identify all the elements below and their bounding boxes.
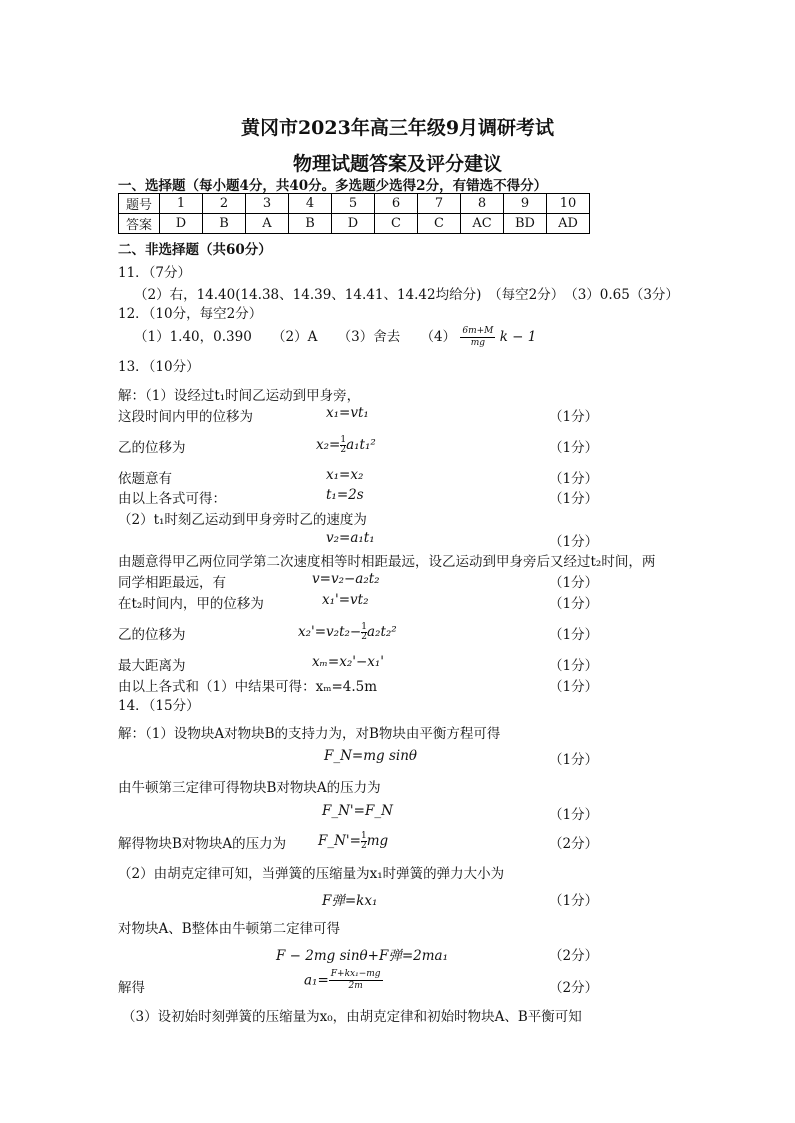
page-title: 黄冈市2023年高三年级9月调研考试	[240, 117, 555, 139]
table-cell-answer: D	[160, 214, 203, 234]
table-cell-number: 2	[203, 194, 246, 214]
score-mark: （1分）	[549, 409, 599, 425]
table-cell-number: 5	[332, 194, 375, 214]
q14-line: 对物块A、B整体由牛顿第二定律可得	[118, 921, 341, 937]
q14-line: 解：（1）设物块A对物块B的支持力为，对B物块由平衡方程可得	[118, 726, 501, 742]
score-mark: （1分）	[549, 658, 599, 674]
q14-equation	[318, 832, 388, 851]
q13-equation: v=v₂−a₂t₂	[312, 571, 380, 587]
q13-line: 这段时间内甲的位移为	[118, 409, 253, 425]
table-cell-number: 9	[504, 194, 547, 214]
table-cell-number: 3	[246, 194, 289, 214]
table-cell-number: 10	[547, 194, 590, 214]
table-cell-number: 7	[418, 194, 461, 214]
table-cell-number: 8	[461, 194, 504, 214]
score-mark: （1分）	[549, 534, 599, 550]
q13-equation: x₁'=vt₂	[322, 592, 369, 608]
table-cell-answer: BD	[504, 214, 547, 234]
q12-answer	[134, 325, 536, 349]
score-mark: （2分）	[549, 948, 599, 964]
score-mark: （1分）	[549, 679, 599, 695]
score-mark: （1分）	[549, 440, 599, 456]
table-cell-number: 4	[289, 194, 332, 214]
q13-equation: t₁=2s	[326, 487, 364, 503]
score-mark: （1分）	[549, 807, 599, 823]
section-nonchoice-heading: 二、非选择题（共60分）	[118, 242, 272, 258]
q14-fraction-denominator: 2m	[348, 981, 363, 991]
section-choice-heading: 一、选择题（每小题4分，共40分。多选题少选得2分，有错选不得分）	[118, 178, 548, 194]
half-numerator: 1	[361, 622, 367, 632]
table-header-answer: 答案	[119, 214, 160, 234]
table-cell-answer: C	[418, 214, 461, 234]
q13-line: 乙的位移为	[118, 627, 186, 643]
q13-line: 由以上各式可得：	[118, 491, 226, 507]
score-mark: （1分）	[549, 596, 599, 612]
q13-line: 最大距离为	[118, 658, 186, 674]
q13-line: 由以上各式和（1）中结果可得：xₘ=4.5m	[118, 679, 378, 695]
q12-fraction-numerator: 6m+M	[462, 326, 494, 336]
score-mark: （1分）	[549, 471, 599, 487]
q13-equation: xₘ=x₂'−x₁'	[312, 654, 384, 670]
q13-line: 在t₂时间内，甲的位移为	[118, 596, 264, 612]
q13-line: 乙的位移为	[118, 440, 186, 456]
q14-equation: F弹=kx₁	[322, 893, 378, 909]
score-mark: （1分）	[549, 575, 599, 591]
page-subtitle: 物理试题答案及评分建议	[292, 153, 502, 175]
q13-equation-part: a₁t₁²	[346, 437, 376, 453]
q14-line: 解得	[118, 980, 145, 996]
q13-equation: v₂=a₁t₁	[326, 530, 375, 546]
q13-equation	[298, 623, 397, 642]
table-cell-answer: AC	[461, 214, 504, 234]
score-mark: （2分）	[549, 980, 599, 996]
q12-heading: 12．（10分，每空2分）	[118, 306, 263, 322]
q14-heading: 14．（15分）	[118, 698, 200, 714]
score-mark: （1分）	[549, 491, 599, 507]
q11-answer: （2）右，14.40(14.38、14.39、14.41、14.42均给分) （每空2分） （3）0.65（3分）	[134, 287, 679, 303]
q12-fraction	[460, 326, 495, 349]
q14-equation: F − 2mg sinθ+F弹=2ma₁	[276, 948, 448, 964]
half-denominator: 2	[360, 841, 367, 851]
q12-fraction-denominator: mg	[470, 338, 486, 348]
table-cell-answer: B	[203, 214, 246, 234]
table-cell-answer: C	[375, 214, 418, 234]
half-numerator: 1	[340, 435, 347, 445]
q13-heading: 13．（10分）	[118, 359, 200, 375]
q14-equation: F_N=mg sinθ	[324, 748, 418, 764]
score-mark: （2分）	[549, 836, 599, 852]
table-cell-number: 1	[160, 194, 203, 214]
q13-equation	[316, 436, 376, 455]
half-denominator: 2	[361, 632, 367, 642]
q14-equation: F_N'=F_N	[322, 803, 393, 819]
table-cell-number: 6	[375, 194, 418, 214]
q13-line: 解：（1）设经过t₁时间乙运动到甲身旁，	[118, 388, 361, 404]
q12-answer-text: （1）1.40，0.390 （2）A （3）舍去 （4）	[134, 329, 457, 345]
answer-table	[118, 193, 590, 234]
answer-table-answer-row	[119, 214, 590, 234]
half-denominator: 2	[340, 445, 347, 455]
score-mark: （1分）	[549, 627, 599, 643]
q12-fraction-tail: k − 1	[499, 329, 537, 345]
q13-line: 由题意得甲乙两位同学第二次速度相等时相距最远，设乙运动到甲身旁后又经过t₂时间，两	[118, 554, 656, 570]
q13-equation-part: x₂=	[316, 437, 341, 453]
answer-table-number-row	[119, 194, 590, 214]
q14-fraction-numerator: F+kx₁−mg	[330, 969, 381, 979]
q13-equation: x₁=x₂	[326, 467, 364, 483]
table-cell-answer: B	[289, 214, 332, 234]
score-mark: （1分）	[549, 893, 599, 909]
table-cell-answer: D	[332, 214, 375, 234]
table-cell-answer: AD	[547, 214, 590, 234]
half-numerator: 1	[360, 831, 367, 841]
table-header-number: 题号	[119, 194, 160, 214]
q14-equation	[304, 969, 383, 992]
q14-line: 由牛顿第三定律可得物块B对物块A的压力为	[118, 780, 381, 796]
q14-line: （2）由胡克定律可知，当弹簧的压缩量为x₁时弹簧的弹力大小为	[118, 866, 505, 882]
q13-equation: x₁=vt₁	[326, 405, 369, 421]
q14-fraction	[329, 969, 383, 992]
table-cell-answer: A	[246, 214, 289, 234]
q14-line: （3）设初始时刻弹簧的压缩量为x₀，由胡克定律和初始时物块A、B平衡可知	[122, 1009, 582, 1025]
q14-equation-part: F_N'=	[318, 833, 361, 849]
q13-line: 同学相距最远，有	[118, 575, 226, 591]
q13-line: （2）t₁时刻乙运动到甲身旁时乙的速度为	[118, 512, 367, 528]
q13-line: 依题意有	[118, 471, 172, 487]
q13-equation-part: x₂'=v₂t₂−	[298, 624, 362, 640]
q11-heading: 11．（7分）	[118, 265, 192, 281]
q14-equation-part: a₁=	[304, 972, 329, 989]
q14-equation-part: mg	[366, 833, 389, 849]
q13-equation-part: a₂t₂²	[366, 624, 397, 640]
q14-line: 解得物块B对物块A的压力为	[118, 836, 287, 852]
score-mark: （1分）	[549, 752, 599, 768]
